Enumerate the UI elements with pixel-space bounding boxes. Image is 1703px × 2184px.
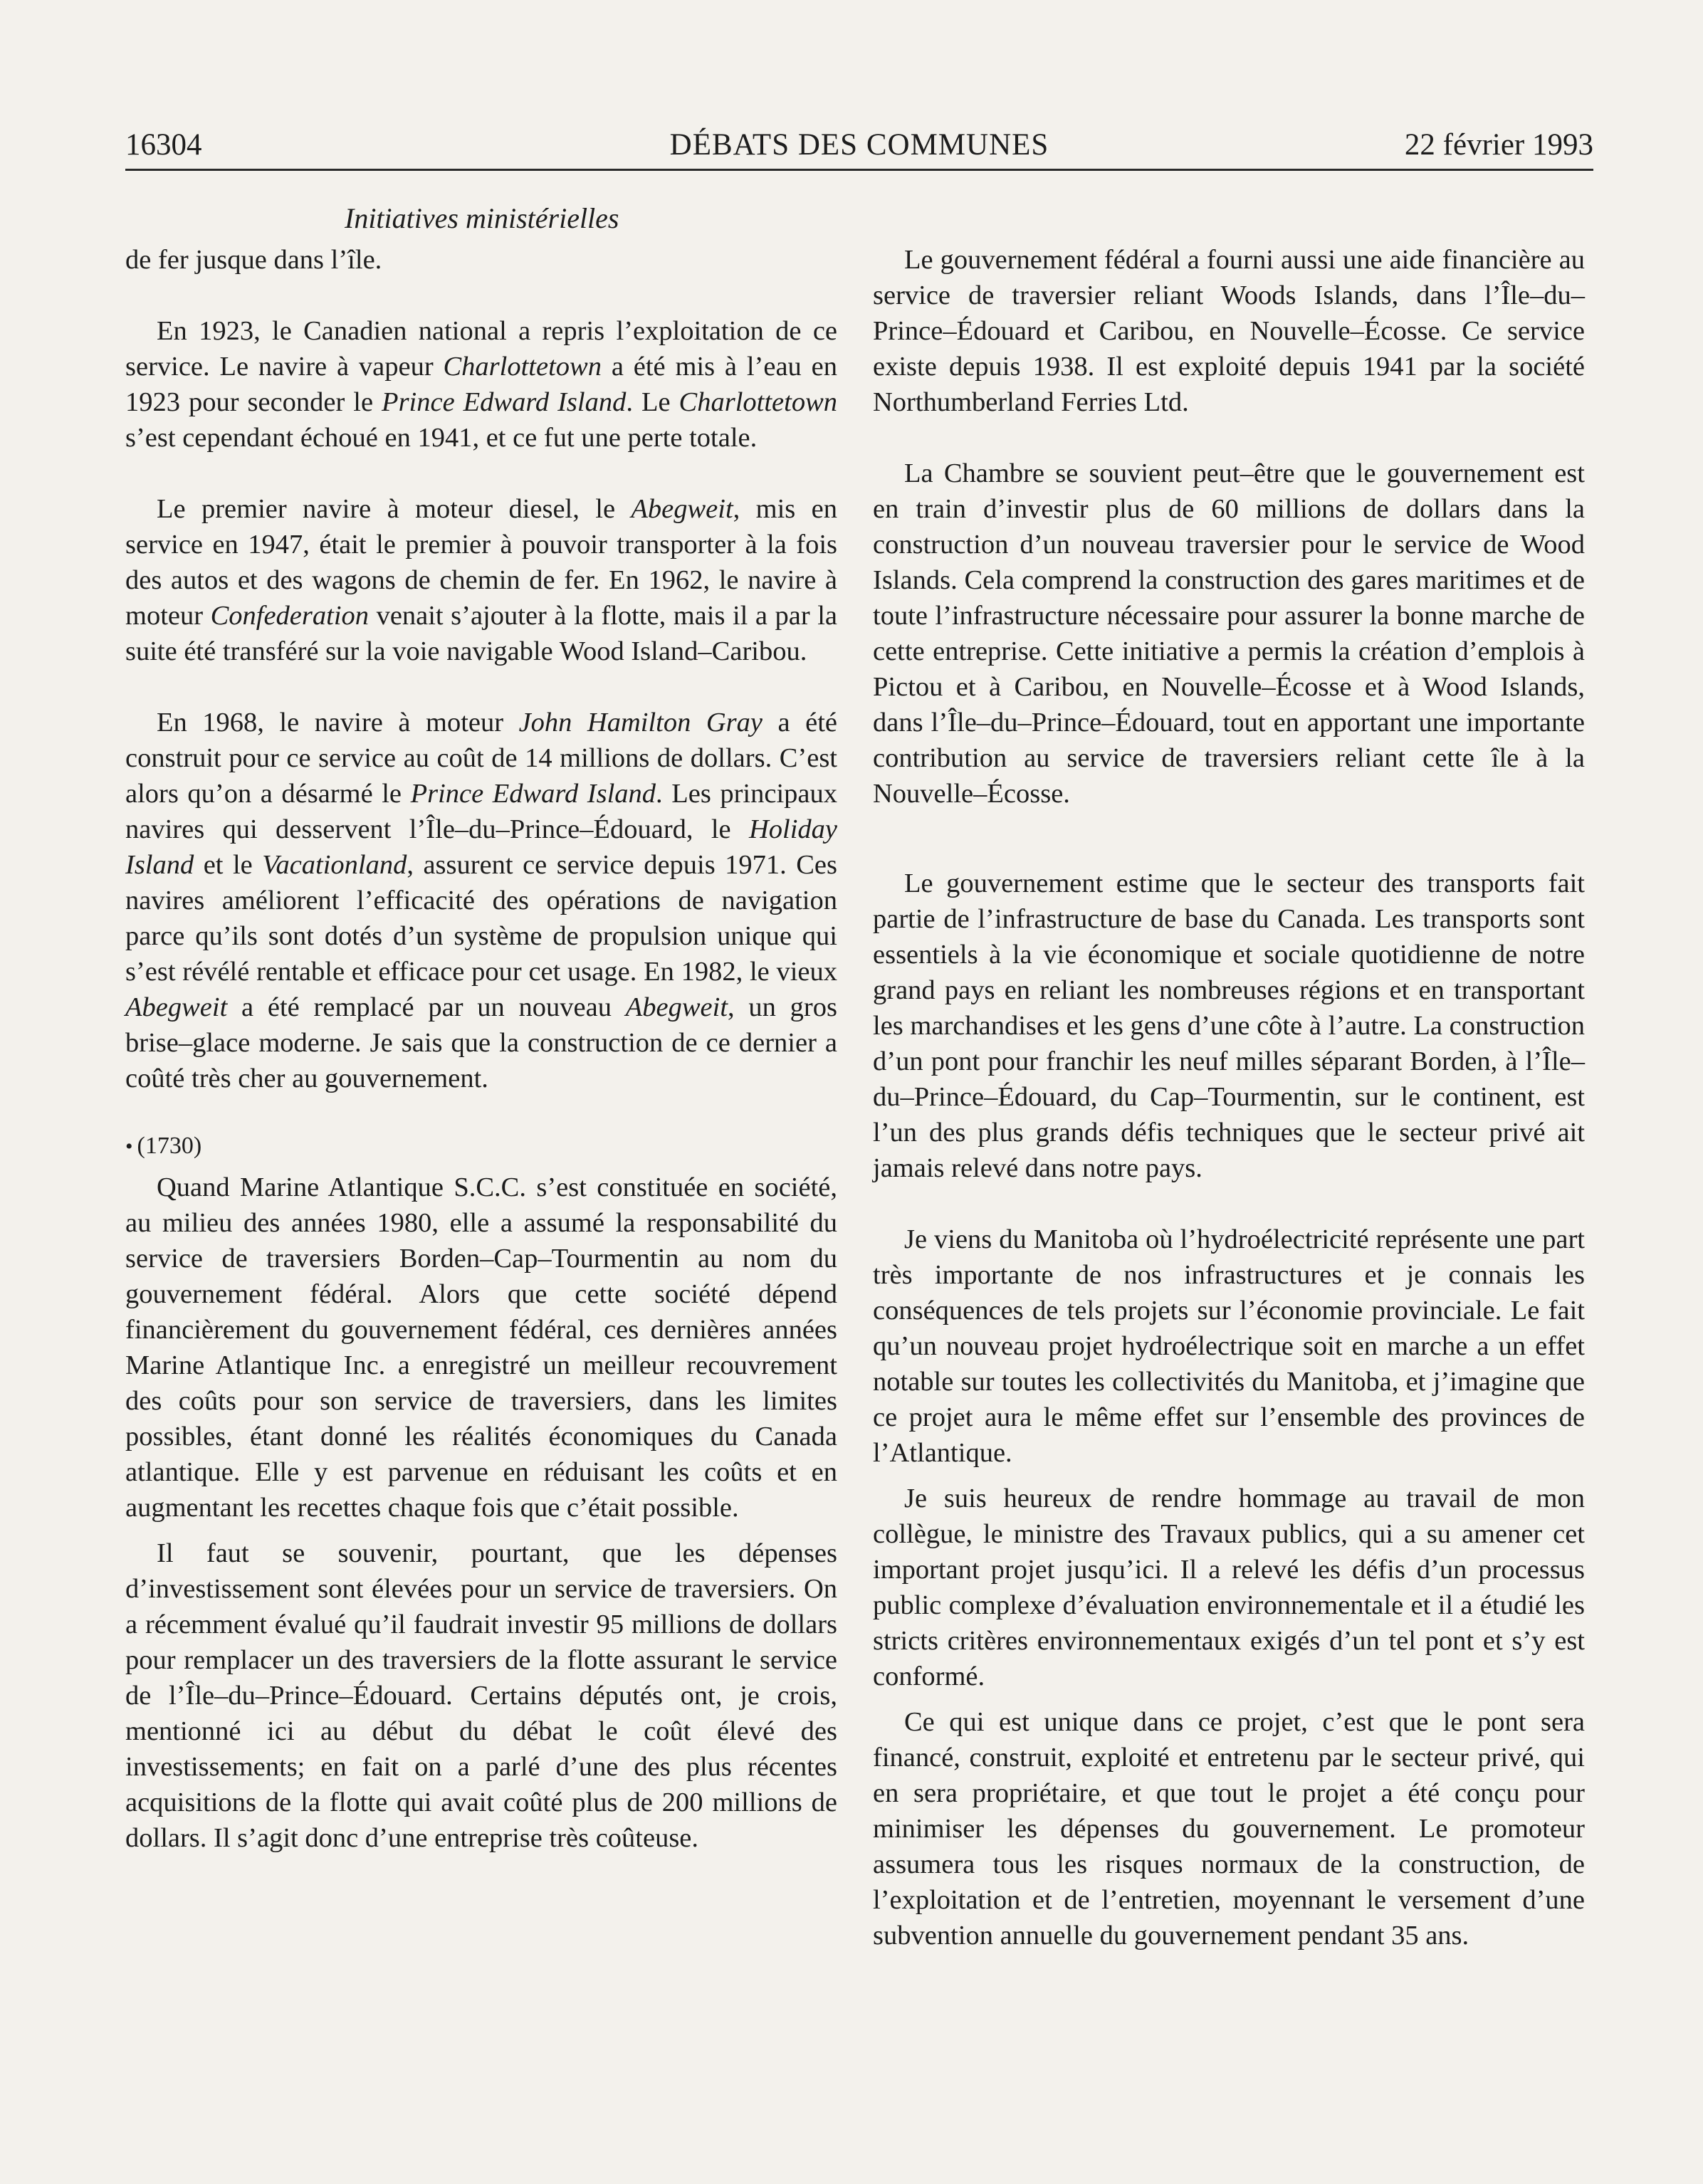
ship-name: Prince Edward Island	[382, 387, 627, 417]
ship-name: Abegweit	[631, 494, 733, 524]
ship-name: Abegweit	[625, 992, 728, 1022]
left-column	[125, 242, 837, 1856]
page-header	[125, 125, 1593, 171]
right-column	[873, 242, 1585, 1953]
paragraph: Ce qui est unique dans ce projet, c’est que le pont sera financé, construit, exploité et entretenu par le secteur privé, qui en sera propriétaire, et que tout le projet a été conçu pour minimiser les dépenses du gouvernement. Le promoteur assumera tous les risques normaux de la construction, de l’exploitation et de l’entretien, moyennant le versement d’une subvention annuelle du gouvernement pendant 35 ans.	[873, 1707, 1585, 1951]
ship-name: Charlottetown	[443, 352, 602, 382]
paragraph: En 1923, le Canadien national a repris l’exploitation de ce service. Le navire à vapeur Charlottetown a été mis à l’eau en 1923 pour seconder le Prince Edward Island. Le Charlottetown s’est cependant échoué en 1941, et ce fut une perte totale.	[125, 316, 837, 453]
paragraph: La Chambre se souvient peut–être que le gouvernement est en train d’investir plus de 60 millions de dollars dans la construction d’un nouveau traversier pour le service de Wood Islands. Cela comprend la construction des gares maritimes et de toute l’infrastructure nécessaire pour assurer la bonne marche de cette entreprise. Cette initiative a permis la création d’emplois à Pictou et à Caribou, en Nouvelle–Écosse et à Wood Islands, dans l’Île–du–Prince–Édouard, tout en apportant une importante contribution au service de traversiers reliant cette île à la Nouvelle–Écosse.	[873, 458, 1585, 809]
page-number: 16304	[125, 128, 202, 162]
header-rule	[125, 169, 1593, 171]
timestamp: • (1730)	[125, 1133, 202, 1159]
ship-name: Prince Edward Island	[410, 779, 656, 809]
ship-name: Holiday Island	[125, 814, 837, 880]
ship-name: Charlottetown	[678, 387, 837, 417]
publication-date: 22 février 1993	[1404, 128, 1593, 162]
ship-name: John Hamilton Gray	[518, 708, 763, 737]
ship-name: Vacationland	[262, 850, 407, 880]
paragraph: Je suis heureux de rendre hommage au travail de mon collègue, le ministre des Travaux publics, qui a su amener cet important projet jusqu’ici. Il a relevé les défis d’un processus public complexe d’évaluation environnementale et il a étudié les stricts critères environnementaux exigés d’un tel pont et s’y est conformé.	[873, 1484, 1585, 1691]
paragraph: Quand Marine Atlantique S.C.C. s’est constituée en société, au milieu des années 1980, elle a assumé la responsabilité du service de traversiers Borden–Cap–Tourmentin au nom du gouvernement fédéral. Alors que cette société dépend financièrement du gouvernement fédéral, ces dernières années Marine Atlantique Inc. a enregistré un meilleur recouvrement des coûts pour son service de traversiers, dans les limites possibles, étant donné les réalités économiques du Canada atlantique. Elle y est parvenue en réduisant les coûts et en augmentant les recettes chaque fois que c’était possible.	[125, 1172, 837, 1523]
ship-name: Abegweit	[125, 992, 228, 1022]
paragraph: Je viens du Manitoba où l’hydroélectricité représente une part très importante de nos infrastructures et je connais les conséquences de tels projets sur l’économie provinciale. Le fait qu’un nouveau projet hydroélectrique soit en marche a un effet notable sur toutes les collectivités du Manitoba, et j’imagine que ce projet aura le même effet sur l’ensemble des provinces de l’Atlantique.	[873, 1224, 1585, 1468]
paragraph: Le gouvernement fédéral a fourni aussi une aide financière au service de traversier reliant Woods Islands, dans l’Île–du–Prince–Édouard et Caribou, en Nouvelle–Écosse. Ce service existe depuis 1938. Il est exploité depuis 1941 par la société Northumberland Ferries Ltd.	[873, 245, 1585, 417]
paragraph: Il faut se souvenir, pourtant, que les dépenses d’investissement sont élevées pour un service de traversiers. On a récemment évalué qu’il faudrait investir 95 millions de dollars pour remplacer un des traversiers de la flotte assurant le service de l’Île–du–Prince–Édouard. Certains députés ont, je crois, mentionné ici au début du débat le coût élevé des investissements; en fait on a parlé d’une des plus récentes acquisitions de la flotte qui avait coûté plus de 200 millions de dollars. Il s’agit donc d’une entreprise très coûteuse.	[125, 1538, 837, 1853]
bullet-icon: •	[125, 1135, 133, 1158]
paragraph: de fer jusque dans l’île.	[125, 245, 382, 275]
section-label: Initiatives ministérielles	[345, 202, 619, 234]
publication-title: DÉBATS DES COMMUNES	[669, 128, 1049, 162]
ship-name: Confederation	[210, 601, 370, 631]
paragraph: Le premier navire à moteur diesel, le Abegweit, mis en service en 1947, était le premier à pouvoir transporter à la fois des autos et des wagons de chemin de fer. En 1962, le navire à moteur Confederation venait s’ajouter à la flotte, mais il a par la suite été transféré sur la voie navigable Wood Island–Caribou.	[125, 494, 837, 666]
paragraph: En 1968, le navire à moteur John Hamilton Gray a été construit pour ce service au coût de 14 millions de dollars. C’est alors qu’on a désarmé le Prince Edward Island. Les principaux navires qui desservent l’Île–du–Prince–Édouard, le Holiday Island et le Vacationland, assurent ce service depuis 1971. Ces navires améliorent l’efficacité des opérations de navigation parce qu’ils sont dotés d’un système de propulsion unique qui s’est révélé rentable et efficace pour cet usage. En 1982, le vieux Abegweit a été remplacé par un nouveau Abegweit, un gros brise–glace moderne. Je sais que la construction de ce dernier a coûté très cher au gouvernement.	[125, 708, 838, 1093]
paragraph: Le gouvernement estime que le secteur des transports fait partie de l’infrastructure de base du Canada. Les transports sont essentiels à la vie économique et sociale quotidienne de notre grand pays en reliant les nombreuses régions et en transportant les marchandises et les gens d’une côte à l’autre. La construction d’un pont pour franchir les neuf milles séparant Borden, à l’Île–du–Prince–Édouard, du Cap–Tourmentin, sur le continent, est l’un des plus grands défis techniques que le secteur privé ait jamais relevé dans notre pays.	[873, 868, 1585, 1183]
